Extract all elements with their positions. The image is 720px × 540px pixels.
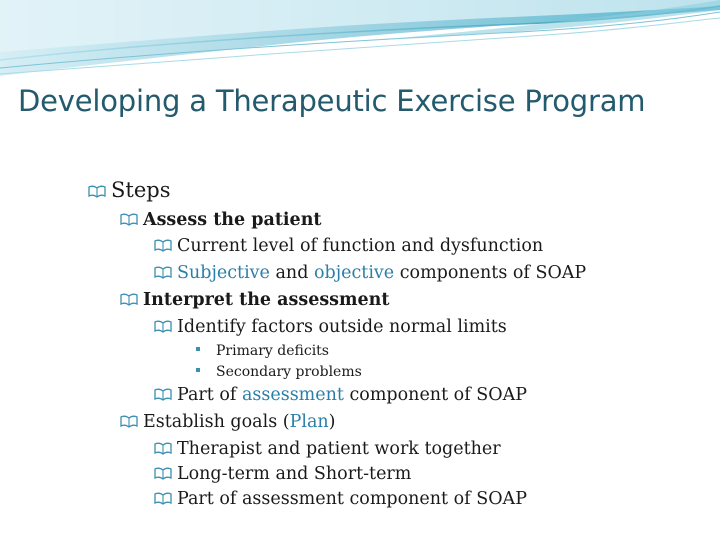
list-item-steps [88,178,170,202]
assess-text: Assess the patient [143,210,322,230]
list-item-goals [120,412,335,432]
subjective-term: Subjective [177,263,270,283]
open-book-icon [88,184,106,198]
open-book-icon [154,466,172,480]
open-book-icon [154,441,172,455]
list-item-part-of-assessment [154,385,527,405]
plan-term: Plan [289,412,329,432]
open-book-icon [154,491,172,505]
list-item-interpret [120,290,390,310]
longterm-text: Long-term and Short-term [177,464,412,484]
open-book-icon [154,265,172,279]
list-item-soap-components [154,263,586,283]
therapist-text: Therapist and patient work together [177,439,501,459]
slide-title: Developing a Therapeutic Exercise Program [18,84,646,118]
goals-text: Establish goals ( [143,412,290,432]
list-item-primary [196,343,329,359]
soap-components-text: components of SOAP [394,263,587,283]
list-item-identify [154,317,507,337]
open-book-icon [120,212,138,226]
identify-text: Identify factors outside normal limits [177,317,507,337]
interpret-text: Interpret the assessment [143,290,390,310]
goals-close-paren: ) [328,412,336,432]
secondary-text: Secondary problems [216,364,362,380]
list-item-assess [120,210,322,230]
primary-text: Primary deficits [216,343,329,359]
open-book-icon [154,387,172,401]
list-item-current [154,236,543,256]
list-item-secondary [196,364,362,380]
component-text: component of SOAP [343,385,527,405]
part-of-text: Part of [177,385,242,405]
current-text: Current level of function and dysfunction [177,236,544,256]
open-book-icon [154,319,172,333]
open-book-icon [120,292,138,306]
square-bullet-icon [196,368,200,372]
open-book-icon [120,414,138,428]
part2-text: Part of assessment component of SOAP [177,489,527,509]
steps-text: Steps [111,178,171,202]
objective-term: objective [313,263,395,283]
open-book-icon [154,238,172,252]
soap-and-text: and [269,263,314,283]
list-item-part-of-assessment-2 [154,489,527,509]
assessment-term: assessment [241,385,344,405]
square-bullet-icon [196,347,200,351]
list-item-therapist [154,439,501,459]
list-item-longterm [154,464,411,484]
